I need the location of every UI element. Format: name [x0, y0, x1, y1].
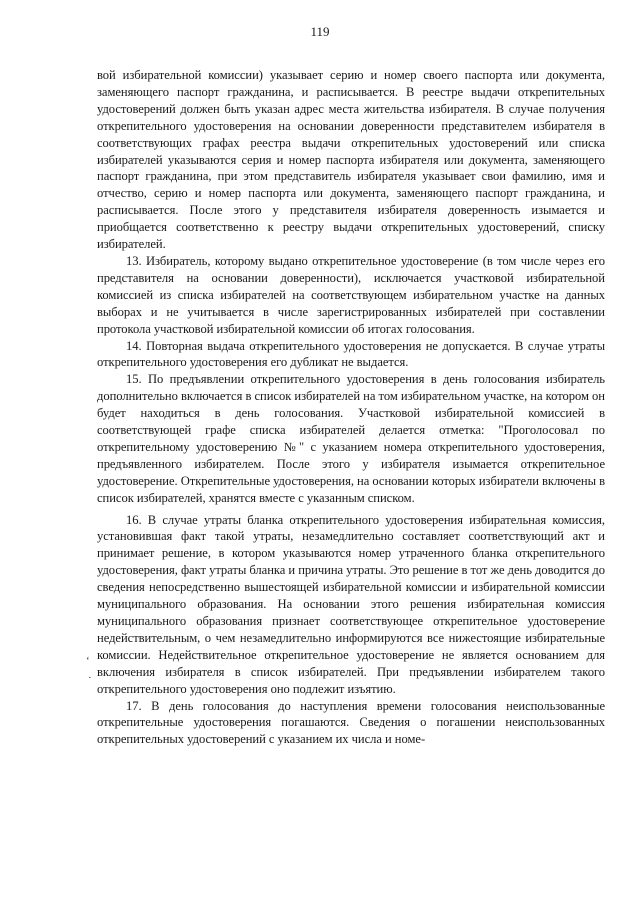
paragraph-continuation: вой избирательной комиссии) указывает серию и номер своего паспорта или документа, заменяющего паспорт гражданина, и расписывается. В реестре выдачи открепительных удостоверений должен быть указан адрес места жительства избирателя. В случае получения открепительного удостоверения на основании доверенности представителем избирателя в соответствующих графах реестра выдачи открепительных удостоверений или списка избирателей указываются серия и номер паспорта избирателя или документа, заменяющего паспорт гражданина, при этом представитель избирателя указывает свои фамилию, имя и отчество, серию и номер паспорта или документа, заменяющего паспорт гражданина, и расписывается. После этого у представителя избирателя доверенность изымается и приобщается соответственно к реестру выдачи открепительных удостоверений, списку избирателей.	[97, 68, 605, 252]
margin-mark: ·	[88, 672, 92, 684]
page-number: 119	[310, 24, 330, 39]
text-body	[97, 67, 605, 748]
paragraph-17: 17. В день голосования до наступления времени голосования неиспользованные открепительные удостоверения погашаются. Сведения о погашении неиспользованных открепительных удостоверений с указанием их числа и номе-	[97, 698, 605, 747]
paragraph-16: 16. В случае утраты бланка открепительного удостоверения избирательная комиссия, установившая факт такой утраты, незамедлительно составляет соответствующий акт и принимает решение, в котором указываются номер утраченного бланка открепительного удостоверения, факт утраты бланка и причина утраты. Это решение в тот же день доводится до сведения непосредственно вышестоящей избирательной комиссии и избирательной комиссии муниципального образования. На основании этого решения избирательная комиссия муниципального образования признает соответствующее открепительное удостоверение недействительным, о чем незамедлительно информируются все нижестоящие избирательные комиссии. Недействительное открепительное удостоверение не является основанием для включения избирателя в список избирателей. При предъявлении избирателем такого открепительного удостоверения оно подлежит изъятию.	[97, 512, 605, 696]
paragraph-14: 14. Повторная выдача открепительного удостоверения не допускается. В случае утраты открепительного удостоверения его дубликат не выдается.	[97, 338, 605, 370]
margin-mark: ‘	[86, 655, 90, 667]
paragraph-13: 13. Избиратель, которому выдано открепительное удостоверение (в том числе через его представителя на основании доверенности), исключается участковой избирательной комиссией из списка избирателей на соответствующем избирательном участке на данных выборах и не учитывается в числе зарегистрированных избирателей при составлении протокола участковой избирательной комиссии об итогах голосования.	[97, 253, 605, 336]
paragraph-15: 15. По предъявлении открепительного удостоверения в день голосования избиратель дополнительно включается в список избирателей на том избирательном участке, на котором он будет находиться в день голосования. Участковой избирательной комиссией в соответствующей графе списка избирателей делается отметка: "Проголосовал по открепительному удостоверению №" с указанием номера открепительного удостоверения, предъявленного избирателем. После этого у избирателя изымается открепительное удостоверение. Открепительные удостоверения, на основании которых избиратели включены в список избирателей, хранятся вместе с указанным списком.	[97, 372, 606, 505]
